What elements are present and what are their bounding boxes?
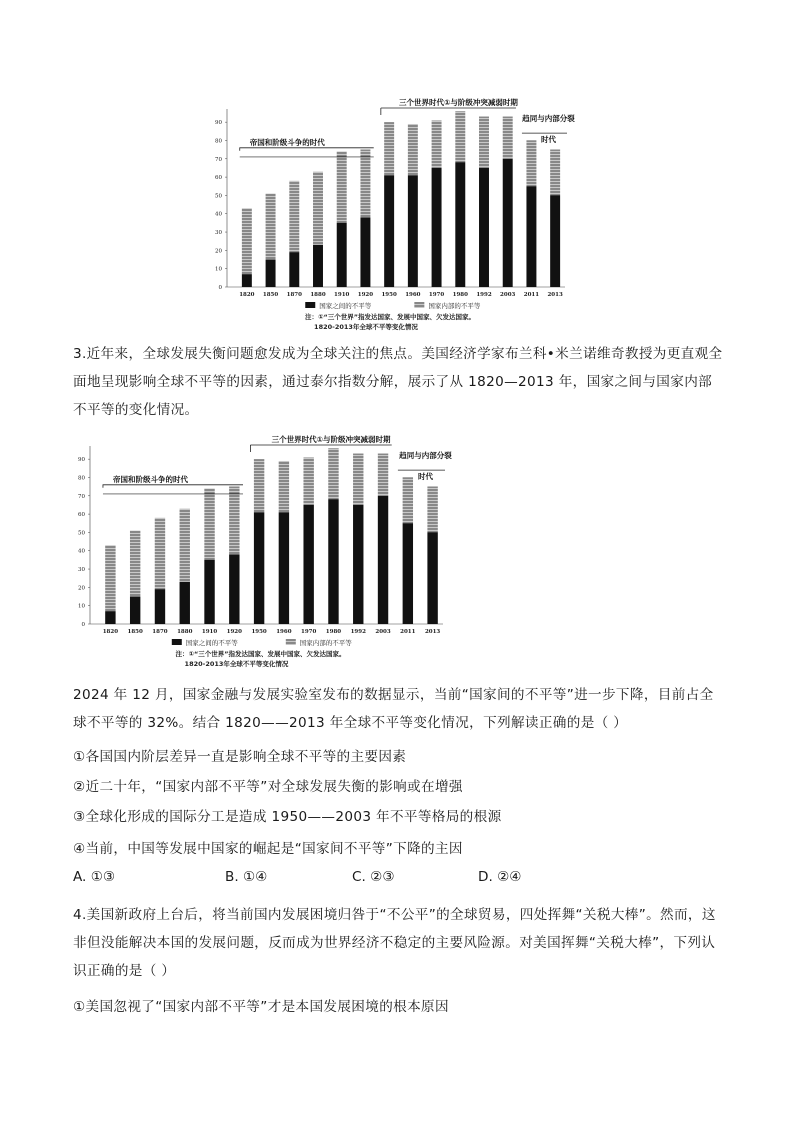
x-tick-label: 2003 <box>500 292 516 298</box>
bar-within-countries <box>204 488 214 559</box>
bar-within-countries <box>526 140 536 186</box>
bar-within-countries <box>432 120 442 168</box>
q4-statement-1: ①美国忽视了“国家内部不平等”才是本国发展困境的根本原因 <box>73 999 449 1015</box>
bar-between-countries <box>279 512 289 624</box>
x-tick-label: 1980 <box>325 629 342 635</box>
x-tick-label: 1880 <box>177 629 193 635</box>
y-tick-label: 70 <box>215 156 222 163</box>
bar-within-countries <box>384 122 394 175</box>
bar-between-countries <box>427 532 437 624</box>
x-tick-label: 1850 <box>127 629 143 635</box>
bar-between-countries <box>384 175 394 287</box>
bar-within-countries <box>229 487 239 555</box>
inequality-chart-bottom <box>68 432 468 672</box>
x-tick-label: 1910 <box>334 292 350 298</box>
y-tick-label: 0 <box>218 285 222 291</box>
bar-within-countries <box>403 477 413 523</box>
bar-between-countries <box>242 274 252 287</box>
bar-between-countries <box>229 554 239 624</box>
era-label: 时代 <box>540 135 556 145</box>
bar-between-countries <box>303 505 313 624</box>
x-tick-label: 1870 <box>286 292 302 298</box>
bar-within-countries <box>503 117 513 159</box>
x-tick-label: 1992 <box>476 292 492 298</box>
y-tick-label: 30 <box>78 567 85 574</box>
era-label: 趋同与内部分裂 <box>522 114 575 124</box>
bar-within-countries <box>180 509 190 582</box>
y-tick-label: 30 <box>215 230 222 237</box>
bar-within-countries <box>378 454 388 496</box>
bar-between-countries <box>526 186 536 287</box>
x-tick-label: 1820 <box>102 629 119 635</box>
statement-2: ②近二十年，“国家内部不平等”对全球发展失衡的影响或在增强 <box>73 779 463 795</box>
x-tick-label: 1850 <box>262 292 279 298</box>
bar-between-countries <box>337 223 347 287</box>
chart-caption: 1820-2013年全球不平等变化情况 <box>314 323 418 331</box>
chart-svg <box>205 95 590 335</box>
y-tick-label: 80 <box>78 475 85 482</box>
y-tick-label: 90 <box>215 120 222 127</box>
bar-between-countries <box>378 496 388 624</box>
legend-swatch-within <box>414 302 424 308</box>
bar-within-countries <box>130 531 140 597</box>
bar-within-countries <box>105 545 115 611</box>
y-tick-label: 20 <box>215 248 222 255</box>
y-tick-label: 50 <box>215 193 222 200</box>
bar-between-countries <box>130 597 140 624</box>
x-tick-label: 1880 <box>310 292 326 298</box>
y-tick-label: 90 <box>78 457 85 464</box>
inequality-chart-top <box>205 95 590 335</box>
x-tick-label: 1920 <box>357 292 374 298</box>
chart-caption: 1820-2013年全球不平等变化情况 <box>184 660 289 668</box>
y-tick-label: 10 <box>215 266 222 273</box>
bar-between-countries <box>360 217 370 287</box>
bar-within-countries <box>313 172 323 245</box>
bar-between-countries <box>353 505 363 624</box>
era-label: 三个世界时代①与阶级冲突减弱时期 <box>271 435 391 444</box>
statement-4: ④当前，中国等发展中国家的崛起是“国家间不平等”下降的主因 <box>73 841 463 857</box>
legend-label: 国家内部的不平等 <box>299 639 352 647</box>
question-4-intro: 4.美国新政府上台后，将当前国内发展困境归咎于“不公平”的全球贸易，四处挥舞“关税大棒”。然而，这非但没能解决本国的发展问题，反而成为世界经济不稳定的主要风险源。对美国挥舞“关税大棒”，下列认识正确的是（ ） <box>73 907 716 979</box>
y-tick-label: 50 <box>78 530 85 537</box>
option-a[interactable]: A. ①③ <box>73 869 116 885</box>
era-bracket <box>103 485 243 488</box>
y-tick-label: 70 <box>78 493 85 500</box>
bar-between-countries <box>503 159 513 287</box>
era-bracket <box>240 148 374 151</box>
x-tick-label: 1970 <box>301 629 317 635</box>
legend-label: 国家内部的不平等 <box>428 302 481 310</box>
x-tick-label: 1910 <box>201 629 218 635</box>
bar-between-countries <box>550 195 560 287</box>
bar-between-countries <box>432 168 442 287</box>
era-label: 趋同与内部分裂 <box>399 451 452 461</box>
bar-within-countries <box>455 111 465 162</box>
bar-between-countries <box>204 560 214 624</box>
bar-within-countries <box>303 457 313 505</box>
x-tick-label: 1960 <box>276 629 292 635</box>
x-tick-label: 2013 <box>547 292 563 298</box>
bar-within-countries <box>353 454 363 505</box>
y-tick-label: 10 <box>78 603 85 610</box>
bar-between-countries <box>408 175 418 287</box>
x-tick-label: 1960 <box>405 292 421 298</box>
legend-label: 国家之间的不平等 <box>185 639 238 647</box>
x-tick-label: 1992 <box>350 629 366 635</box>
x-tick-label: 2011 <box>523 292 540 298</box>
legend-swatch-between <box>305 302 315 308</box>
bar-within-countries <box>289 181 299 252</box>
chart-note: 注：①“三个世界”指发达国家、发展中国家、欠发达国家。 <box>304 313 476 321</box>
y-tick-label: 80 <box>215 138 222 145</box>
statement-1: ①各国国内阶层差异一直是影响全球不平等的主要因素 <box>73 749 407 765</box>
option-d[interactable]: D. ②④ <box>478 869 522 885</box>
x-tick-label: 2011 <box>400 629 416 635</box>
bar-between-countries <box>455 162 465 287</box>
bar-between-countries <box>180 582 190 624</box>
x-tick-label: 1980 <box>452 292 468 298</box>
y-tick-label: 0 <box>81 622 85 628</box>
bar-within-countries <box>360 150 370 218</box>
bar-between-countries <box>328 499 338 624</box>
bar-within-countries <box>408 124 418 175</box>
era-label: 帝国和阶级斗争的时代 <box>249 137 325 147</box>
bar-between-countries <box>479 168 489 287</box>
x-tick-label: 1950 <box>251 629 267 635</box>
era-label: 三个世界时代①与阶级冲突减弱时期 <box>398 98 518 107</box>
bar-between-countries <box>254 512 264 624</box>
bar-between-countries <box>313 245 323 287</box>
option-c[interactable]: C. ②③ <box>352 869 395 885</box>
bar-within-countries <box>266 194 276 260</box>
bar-within-countries <box>242 208 252 274</box>
bar-within-countries <box>427 487 437 533</box>
bar-between-countries <box>289 252 299 287</box>
legend-swatch-between <box>172 639 182 645</box>
y-tick-label: 40 <box>78 548 85 555</box>
era-label: 帝国和阶级斗争的时代 <box>112 474 188 484</box>
bar-between-countries <box>403 523 413 624</box>
bar-within-countries <box>550 150 560 196</box>
bar-within-countries <box>254 459 264 512</box>
x-tick-label: 2003 <box>375 629 391 635</box>
option-b[interactable]: B. ①④ <box>225 869 268 885</box>
bar-within-countries <box>155 518 165 589</box>
chart-note: 注：①“三个世界”指发达国家、发展中国家、欠发达国家。 <box>175 650 346 658</box>
legend-label: 国家之间的不平等 <box>319 302 372 310</box>
y-tick-label: 60 <box>78 512 85 519</box>
bar-within-countries <box>337 151 347 222</box>
bar-within-countries <box>479 117 489 168</box>
era-label: 时代 <box>417 472 433 482</box>
x-tick-label: 1870 <box>152 629 168 635</box>
bar-between-countries <box>155 589 165 624</box>
x-tick-label: 1820 <box>239 292 255 298</box>
x-tick-label: 2013 <box>424 629 441 635</box>
bar-between-countries <box>105 611 115 624</box>
x-tick-label: 1950 <box>381 292 397 298</box>
question-3-intro: 3.近年来，全球发展失衡问题愈发成为全球关注的焦点。美国经济学家布兰科•米兰诺维奇教授为更直观全面地呈现影响全球不平等的因素，通过泰尔指数分解，展示了从 1820—2013 年，国家之间与国家内部不平等的变化情况。 <box>73 346 723 418</box>
bar-between-countries <box>266 260 276 287</box>
legend-swatch-within <box>286 639 296 645</box>
x-tick-label: 1970 <box>428 292 445 298</box>
y-tick-label: 40 <box>215 211 222 218</box>
bar-within-countries <box>328 448 338 499</box>
question-3-stem: 2024 年 12 月，国家金融与发展实验室发布的数据显示，当前“国家间的不平等”进一步下降，目前占全球不平等的 32%。结合 1820——2013 年全球不平等变化情况，下列解读正确的是（ ） <box>73 687 714 731</box>
y-tick-label: 20 <box>78 585 85 592</box>
x-tick-label: 1920 <box>226 629 242 635</box>
bar-within-countries <box>279 461 289 512</box>
y-tick-label: 60 <box>215 175 222 182</box>
chart-svg <box>68 432 468 672</box>
statement-3: ③全球化形成的国际分工是造成 1950——2003 年不平等格局的根源 <box>73 809 502 825</box>
